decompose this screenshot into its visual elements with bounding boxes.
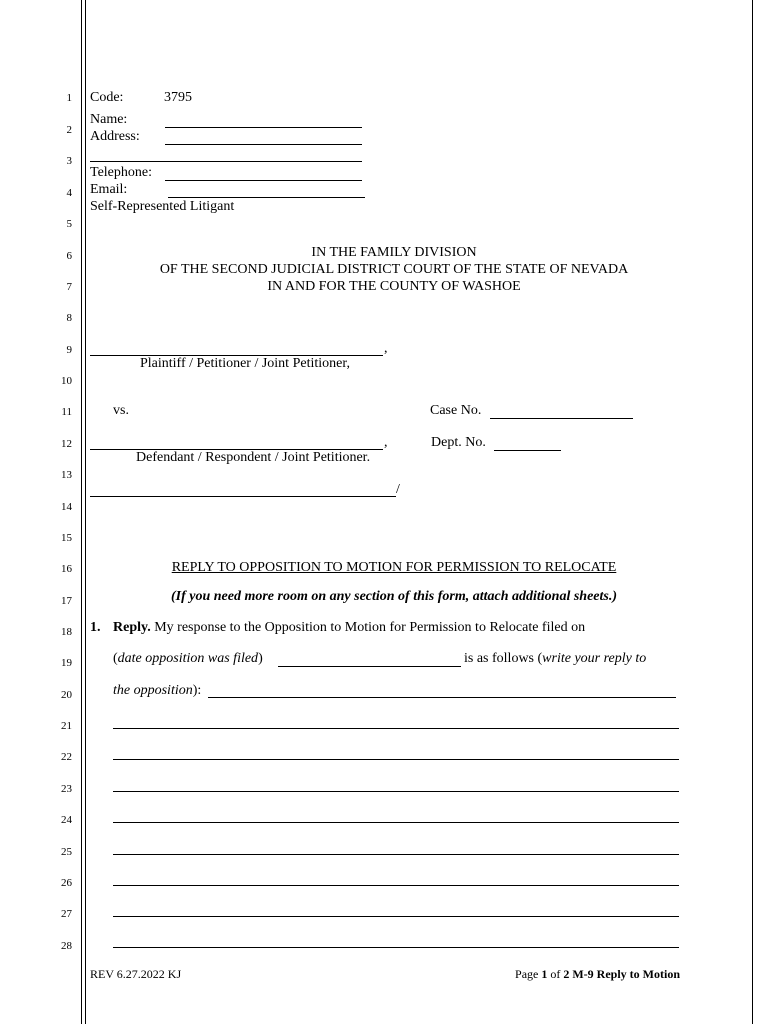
reply-line-7[interactable] <box>113 885 679 886</box>
defendant-label: Defendant / Respondent / Joint Petitioner. <box>136 450 371 465</box>
date-paren-open: ( <box>113 651 118 666</box>
address-field-line2[interactable] <box>90 161 362 162</box>
form-id: M-9 Reply to Motion <box>572 967 680 981</box>
court-heading-line3: IN AND FOR THE COUNTY OF WASHOE <box>267 279 521 294</box>
email-field[interactable] <box>168 197 365 198</box>
opposition-hint: the opposition <box>113 683 193 698</box>
code-label: Code: <box>90 90 124 105</box>
line-number: 2 <box>66 124 72 136</box>
line-number: 22 <box>61 751 72 763</box>
reply-line-2[interactable] <box>113 728 679 729</box>
page-number: 1 <box>541 967 548 981</box>
line-number: 28 <box>61 940 72 952</box>
address-field-line1[interactable] <box>165 144 362 145</box>
line-number: 8 <box>66 312 72 324</box>
line-number: 18 <box>61 626 72 638</box>
reply-line-8[interactable] <box>113 916 679 917</box>
line-number: 26 <box>61 877 72 889</box>
page-footer <box>515 967 680 982</box>
defendant-comma: , <box>384 435 388 450</box>
form-title: REPLY TO OPPOSITION TO MOTION FOR PERMISSION TO RELOCATE <box>171 560 617 575</box>
line-number: 17 <box>61 595 72 607</box>
line-number: 5 <box>66 218 72 230</box>
address-label: Address: <box>90 129 140 144</box>
margin-rule-outer <box>81 0 82 1024</box>
line-number: 6 <box>66 250 72 262</box>
opposition-date-field[interactable] <box>278 666 461 667</box>
item1-line <box>113 620 585 636</box>
opposition-line <box>113 683 201 699</box>
margin-rule-inner <box>85 0 86 1024</box>
line-number: 24 <box>61 814 72 826</box>
follows-text: is as follows ( <box>464 651 543 666</box>
line-number: 13 <box>61 469 72 481</box>
line-number: 27 <box>61 908 72 920</box>
reply-line-1[interactable] <box>208 697 676 698</box>
colon-text: ): <box>192 683 202 698</box>
line-number: 12 <box>61 438 72 450</box>
item1-number: 1. <box>90 620 101 635</box>
line-number: 19 <box>61 657 72 669</box>
line-number: 11 <box>61 406 72 418</box>
line-number: 15 <box>61 532 72 544</box>
date-hint: date opposition was filed <box>117 651 259 666</box>
name-label: Name: <box>90 112 128 127</box>
court-heading-line2: OF THE SECOND JUDICIAL DISTRICT COURT OF THE STATE OF NEVADA <box>159 262 629 277</box>
caption-slash: / <box>396 482 400 497</box>
item1-heading: Reply. <box>113 620 151 635</box>
case-number-field[interactable] <box>490 418 633 419</box>
of-word: of <box>550 967 561 981</box>
reply-line-6[interactable] <box>113 854 679 855</box>
reply-line-4[interactable] <box>113 791 679 792</box>
court-heading-line1: IN THE FAMILY DIVISION <box>311 245 477 260</box>
telephone-field[interactable] <box>165 180 362 181</box>
case-number-label: Case No. <box>430 403 482 418</box>
date-hint-line <box>113 651 263 667</box>
date-paren-close: ) <box>258 651 263 666</box>
line-number: 9 <box>66 344 72 356</box>
line-number: 7 <box>66 281 72 293</box>
name-field[interactable] <box>165 127 362 128</box>
plaintiff-comma: , <box>384 341 388 356</box>
margin-rule-right <box>752 0 753 1024</box>
versus-label: vs. <box>113 403 129 418</box>
line-number: 16 <box>61 563 72 575</box>
line-number: 14 <box>61 501 72 513</box>
line-number: 20 <box>61 689 72 701</box>
reply-line-3[interactable] <box>113 759 679 760</box>
email-label: Email: <box>90 182 128 197</box>
line-number: 3 <box>66 155 72 167</box>
dept-number-field[interactable] <box>494 450 561 451</box>
code-value: 3795 <box>164 90 192 105</box>
telephone-label: Telephone: <box>90 165 152 180</box>
follows-line <box>464 651 646 667</box>
item1-text: My response to the Opposition to Motion for Permission to Relocate filed on <box>154 620 586 635</box>
reply-line-9[interactable] <box>113 947 679 948</box>
revision-label: REV 6.27.2022 KJ <box>90 967 182 981</box>
line-number: 4 <box>66 187 72 199</box>
caption-closing-rule <box>90 496 396 497</box>
page-total: 2 <box>563 967 570 981</box>
page-word: Page <box>515 967 539 981</box>
plaintiff-label: Plaintiff / Petitioner / Joint Petitioner, <box>140 356 350 371</box>
line-number: 23 <box>61 783 72 795</box>
dept-number-label: Dept. No. <box>431 435 486 450</box>
line-number: 10 <box>61 375 72 387</box>
form-instruction: (If you need more room on any section of this form, attach additional sheets.) <box>170 589 618 604</box>
line-number: 25 <box>61 846 72 858</box>
line-number: 1 <box>66 92 72 104</box>
reply-line-5[interactable] <box>113 822 679 823</box>
self-represented-label: Self-Represented Litigant <box>90 199 235 214</box>
line-number: 21 <box>61 720 72 732</box>
write-hint: write your reply to <box>542 651 647 666</box>
